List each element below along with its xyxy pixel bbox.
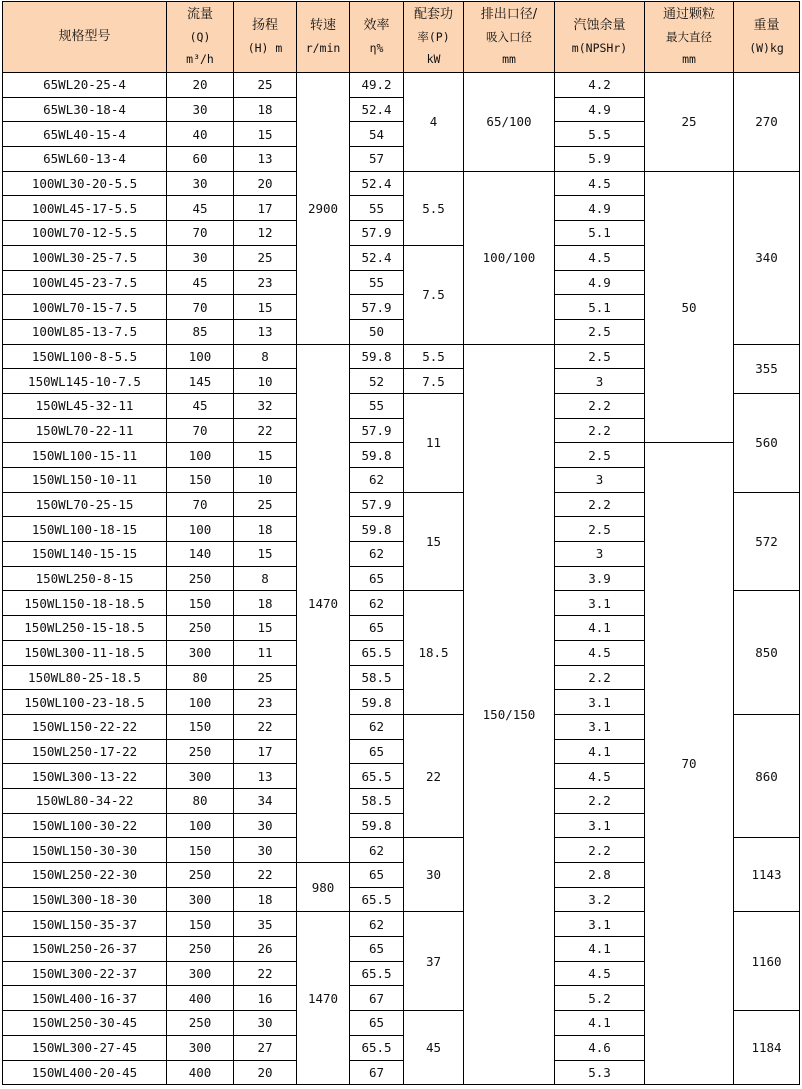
npsh-cell: 5.1 [555, 221, 645, 246]
head-cell: 8 [234, 566, 297, 591]
npsh-cell: 2.2 [555, 393, 645, 418]
header-text: 规格型号 [58, 29, 111, 44]
header-text: r/min [305, 41, 341, 55]
head-cell: 10 [234, 468, 297, 493]
npsh-cell: 4.5 [555, 171, 645, 196]
power-cell: 5.5 [404, 171, 464, 245]
efficiency-cell: 62 [350, 468, 404, 493]
particle-cell: 70 [645, 443, 734, 1085]
header-text: 通过颗粒 [662, 7, 715, 22]
flow-cell: 30 [167, 171, 234, 196]
header-text: 配套功 [413, 7, 453, 22]
efficiency-cell: 57.9 [350, 295, 404, 320]
header-text: 最大直径 [666, 30, 712, 44]
npsh-cell: 3.1 [555, 813, 645, 838]
npsh-cell: 4.5 [555, 245, 645, 270]
flow-cell: 45 [167, 196, 234, 221]
outlet-inlet-cell: 100/100 [464, 171, 555, 344]
head-cell: 13 [234, 147, 297, 172]
flow-cell: 150 [167, 468, 234, 493]
flow-cell: 80 [167, 665, 234, 690]
npsh-cell: 3.2 [555, 887, 645, 912]
npsh-cell: 4.6 [555, 1035, 645, 1060]
power-cell: 11 [404, 393, 464, 492]
flow-cell: 250 [167, 566, 234, 591]
model-cell: 65WL20-25-4 [3, 73, 167, 98]
efficiency-cell: 54 [350, 122, 404, 147]
model-cell: 100WL85-13-7.5 [3, 319, 167, 344]
head-cell: 16 [234, 986, 297, 1011]
efficiency-cell: 55 [350, 196, 404, 221]
model-cell: 150WL80-34-22 [3, 788, 167, 813]
power-cell: 37 [404, 912, 464, 1011]
flow-cell: 70 [167, 295, 234, 320]
header-model [3, 2, 167, 73]
flow-cell: 60 [167, 147, 234, 172]
header-row [3, 2, 800, 73]
efficiency-cell: 57.9 [350, 221, 404, 246]
efficiency-cell: 55 [350, 270, 404, 295]
npsh-cell: 4.1 [555, 739, 645, 764]
head-cell: 12 [234, 221, 297, 246]
efficiency-cell: 62 [350, 542, 404, 567]
head-cell: 20 [234, 1060, 297, 1085]
head-cell: 17 [234, 739, 297, 764]
model-cell: 100WL30-20-5.5 [3, 171, 167, 196]
npsh-cell: 3 [555, 369, 645, 394]
efficiency-cell: 59.8 [350, 690, 404, 715]
flow-cell: 140 [167, 542, 234, 567]
model-cell: 65WL60-13-4 [3, 147, 167, 172]
flow-cell: 100 [167, 517, 234, 542]
header-text: m³/h [186, 52, 214, 66]
model-cell: 150WL400-16-37 [3, 986, 167, 1011]
head-cell: 18 [234, 517, 297, 542]
efficiency-cell: 65.5 [350, 961, 404, 986]
efficiency-cell: 62 [350, 714, 404, 739]
flow-cell: 300 [167, 961, 234, 986]
flow-cell: 100 [167, 690, 234, 715]
head-cell: 20 [234, 171, 297, 196]
flow-cell: 85 [167, 319, 234, 344]
head-cell: 22 [234, 961, 297, 986]
npsh-cell: 2.8 [555, 863, 645, 888]
head-cell: 15 [234, 443, 297, 468]
flow-cell: 250 [167, 863, 234, 888]
model-cell: 150WL300-13-22 [3, 764, 167, 789]
power-cell: 4 [404, 73, 464, 172]
head-cell: 30 [234, 813, 297, 838]
weight-cell: 850 [734, 591, 800, 714]
efficiency-cell: 65 [350, 1011, 404, 1036]
efficiency-cell: 55 [350, 393, 404, 418]
npsh-cell: 5.9 [555, 147, 645, 172]
flow-cell: 300 [167, 640, 234, 665]
model-cell: 150WL250-22-30 [3, 863, 167, 888]
header-particle [645, 2, 734, 73]
weight-cell: 572 [734, 492, 800, 591]
table-row [3, 443, 800, 468]
model-cell: 150WL100-8-5.5 [3, 344, 167, 369]
speed-cell: 980 [297, 863, 350, 912]
npsh-cell: 4.9 [555, 97, 645, 122]
efficiency-cell: 65 [350, 616, 404, 641]
head-cell: 18 [234, 97, 297, 122]
weight-cell: 1160 [734, 912, 800, 1011]
head-cell: 25 [234, 245, 297, 270]
flow-cell: 250 [167, 1011, 234, 1036]
model-cell: 150WL145-10-7.5 [3, 369, 167, 394]
head-cell: 15 [234, 542, 297, 567]
header-efficiency [350, 2, 404, 73]
flow-cell: 150 [167, 714, 234, 739]
efficiency-cell: 65 [350, 937, 404, 962]
header-text: 重量 [753, 18, 780, 33]
efficiency-cell: 65 [350, 863, 404, 888]
efficiency-cell: 57.9 [350, 418, 404, 443]
speed-cell: 1470 [297, 344, 350, 862]
table-row [3, 171, 800, 196]
npsh-cell: 4.9 [555, 196, 645, 221]
flow-cell: 80 [167, 788, 234, 813]
head-cell: 8 [234, 344, 297, 369]
flow-cell: 150 [167, 838, 234, 863]
model-cell: 150WL150-30-30 [3, 838, 167, 863]
npsh-cell: 3.1 [555, 912, 645, 937]
header-text: mm [502, 52, 516, 66]
npsh-cell: 5.2 [555, 986, 645, 1011]
head-cell: 27 [234, 1035, 297, 1060]
npsh-cell: 2.2 [555, 788, 645, 813]
table-row [3, 73, 800, 98]
head-cell: 34 [234, 788, 297, 813]
head-cell: 13 [234, 319, 297, 344]
efficiency-cell: 52.4 [350, 171, 404, 196]
head-cell: 25 [234, 665, 297, 690]
npsh-cell: 4.1 [555, 1011, 645, 1036]
pump-spec-table [2, 1, 800, 1085]
efficiency-cell: 65.5 [350, 640, 404, 665]
efficiency-cell: 67 [350, 986, 404, 1011]
head-cell: 18 [234, 591, 297, 616]
efficiency-cell: 58.5 [350, 788, 404, 813]
power-cell: 7.5 [404, 369, 464, 394]
flow-cell: 100 [167, 344, 234, 369]
head-cell: 32 [234, 393, 297, 418]
efficiency-cell: 62 [350, 912, 404, 937]
head-cell: 22 [234, 714, 297, 739]
efficiency-cell: 52.4 [350, 97, 404, 122]
head-cell: 15 [234, 122, 297, 147]
header-text: (W)kg [749, 41, 784, 55]
header-text: kW [426, 52, 441, 66]
head-cell: 11 [234, 640, 297, 665]
npsh-cell: 2.2 [555, 418, 645, 443]
power-cell: 18.5 [404, 591, 464, 714]
model-cell: 150WL100-18-15 [3, 517, 167, 542]
npsh-cell: 2.2 [555, 492, 645, 517]
model-cell: 150WL70-22-11 [3, 418, 167, 443]
outlet-inlet-cell: 150/150 [464, 344, 555, 1085]
npsh-cell: 4.5 [555, 640, 645, 665]
header-text: 汽蚀余量 [573, 18, 626, 33]
npsh-cell: 3.1 [555, 690, 645, 715]
npsh-cell: 5.5 [555, 122, 645, 147]
speed-cell: 1470 [297, 912, 350, 1085]
efficiency-cell: 65 [350, 566, 404, 591]
npsh-cell: 2.5 [555, 517, 645, 542]
npsh-cell: 3.9 [555, 566, 645, 591]
efficiency-cell: 67 [350, 1060, 404, 1085]
head-cell: 25 [234, 73, 297, 98]
flow-cell: 100 [167, 443, 234, 468]
efficiency-cell: 57.9 [350, 492, 404, 517]
flow-cell: 150 [167, 912, 234, 937]
npsh-cell: 3.1 [555, 714, 645, 739]
model-cell: 150WL300-11-18.5 [3, 640, 167, 665]
model-cell: 100WL70-12-5.5 [3, 221, 167, 246]
model-cell: 150WL100-23-18.5 [3, 690, 167, 715]
npsh-cell: 3 [555, 542, 645, 567]
flow-cell: 145 [167, 369, 234, 394]
efficiency-cell: 59.8 [350, 517, 404, 542]
flow-cell: 150 [167, 591, 234, 616]
flow-cell: 300 [167, 1035, 234, 1060]
model-cell: 150WL300-18-30 [3, 887, 167, 912]
head-cell: 25 [234, 492, 297, 517]
head-cell: 10 [234, 369, 297, 394]
npsh-cell: 4.2 [555, 73, 645, 98]
npsh-cell: 4.5 [555, 764, 645, 789]
flow-cell: 400 [167, 986, 234, 1011]
particle-cell: 25 [645, 73, 734, 172]
flow-cell: 300 [167, 887, 234, 912]
efficiency-cell: 59.8 [350, 443, 404, 468]
efficiency-cell: 59.8 [350, 813, 404, 838]
outlet-inlet-cell: 65/100 [464, 73, 555, 172]
npsh-cell: 2.2 [555, 838, 645, 863]
model-cell: 100WL45-17-5.5 [3, 196, 167, 221]
power-cell: 30 [404, 838, 464, 912]
model-cell: 150WL250-30-45 [3, 1011, 167, 1036]
head-cell: 23 [234, 690, 297, 715]
flow-cell: 30 [167, 97, 234, 122]
weight-cell: 355 [734, 344, 800, 393]
flow-cell: 45 [167, 393, 234, 418]
model-cell: 150WL300-22-37 [3, 961, 167, 986]
efficiency-cell: 58.5 [350, 665, 404, 690]
efficiency-cell: 65.5 [350, 887, 404, 912]
flow-cell: 70 [167, 221, 234, 246]
efficiency-cell: 65.5 [350, 1035, 404, 1060]
npsh-cell: 4.1 [555, 937, 645, 962]
weight-cell: 340 [734, 171, 800, 344]
header-text: 流量 [186, 7, 213, 22]
model-cell: 150WL250-26-37 [3, 937, 167, 962]
flow-cell: 300 [167, 764, 234, 789]
power-cell: 45 [404, 1011, 464, 1085]
head-cell: 26 [234, 937, 297, 962]
model-cell: 150WL300-27-45 [3, 1035, 167, 1060]
header-text: (H) m [247, 41, 283, 55]
npsh-cell: 2.5 [555, 443, 645, 468]
header-text: 排出口径/ [480, 7, 538, 22]
flow-cell: 250 [167, 616, 234, 641]
head-cell: 35 [234, 912, 297, 937]
power-cell: 5.5 [404, 344, 464, 369]
model-cell: 150WL100-30-22 [3, 813, 167, 838]
weight-cell: 1184 [734, 1011, 800, 1085]
header-weight [734, 2, 800, 73]
efficiency-cell: 59.8 [350, 344, 404, 369]
model-cell: 150WL70-25-15 [3, 492, 167, 517]
model-cell: 150WL400-20-45 [3, 1060, 167, 1085]
head-cell: 30 [234, 838, 297, 863]
power-cell: 15 [404, 492, 464, 591]
model-cell: 150WL150-18-18.5 [3, 591, 167, 616]
npsh-cell: 4.1 [555, 616, 645, 641]
model-cell: 100WL70-15-7.5 [3, 295, 167, 320]
model-cell: 100WL45-23-7.5 [3, 270, 167, 295]
header-text: (Q) [189, 30, 211, 44]
head-cell: 15 [234, 616, 297, 641]
head-cell: 18 [234, 887, 297, 912]
header-text: mm [682, 52, 696, 66]
head-cell: 17 [234, 196, 297, 221]
npsh-cell: 2.5 [555, 344, 645, 369]
header-npsh [555, 2, 645, 73]
npsh-cell: 5.1 [555, 295, 645, 320]
flow-cell: 40 [167, 122, 234, 147]
weight-cell: 560 [734, 393, 800, 492]
npsh-cell: 5.3 [555, 1060, 645, 1085]
header-text: 率(P) [417, 30, 450, 44]
header-speed [297, 2, 350, 73]
weight-cell: 1143 [734, 838, 800, 912]
efficiency-cell: 50 [350, 319, 404, 344]
model-cell: 150WL140-15-15 [3, 542, 167, 567]
header-outlet-inlet [464, 2, 555, 73]
header-text: 吸入口径 [486, 30, 532, 44]
npsh-cell: 2.5 [555, 319, 645, 344]
speed-cell: 2900 [297, 73, 350, 345]
particle-cell: 50 [645, 171, 734, 443]
model-cell: 150WL250-15-18.5 [3, 616, 167, 641]
header-power [404, 2, 464, 73]
npsh-cell: 4.5 [555, 961, 645, 986]
head-cell: 22 [234, 418, 297, 443]
model-cell: 150WL250-17-22 [3, 739, 167, 764]
flow-cell: 70 [167, 492, 234, 517]
header-text: 效率 [363, 18, 390, 33]
head-cell: 23 [234, 270, 297, 295]
flow-cell: 20 [167, 73, 234, 98]
efficiency-cell: 65 [350, 739, 404, 764]
model-cell: 65WL40-15-4 [3, 122, 167, 147]
head-cell: 30 [234, 1011, 297, 1036]
npsh-cell: 2.2 [555, 665, 645, 690]
efficiency-cell: 49.2 [350, 73, 404, 98]
efficiency-cell: 62 [350, 838, 404, 863]
header-text: η% [369, 41, 384, 55]
weight-cell: 270 [734, 73, 800, 172]
npsh-cell: 4.9 [555, 270, 645, 295]
model-cell: 150WL150-22-22 [3, 714, 167, 739]
model-cell: 150WL80-25-18.5 [3, 665, 167, 690]
flow-cell: 30 [167, 245, 234, 270]
model-cell: 150WL150-35-37 [3, 912, 167, 937]
header-text: 扬程 [251, 18, 278, 33]
header-head [234, 2, 297, 73]
efficiency-cell: 65.5 [350, 764, 404, 789]
head-cell: 13 [234, 764, 297, 789]
efficiency-cell: 52 [350, 369, 404, 394]
flow-cell: 250 [167, 937, 234, 962]
model-cell: 150WL150-10-11 [3, 468, 167, 493]
model-cell: 65WL30-18-4 [3, 97, 167, 122]
model-cell: 150WL250-8-15 [3, 566, 167, 591]
efficiency-cell: 57 [350, 147, 404, 172]
model-cell: 150WL100-15-11 [3, 443, 167, 468]
flow-cell: 100 [167, 813, 234, 838]
power-cell: 7.5 [404, 245, 464, 344]
efficiency-cell: 62 [350, 591, 404, 616]
flow-cell: 250 [167, 739, 234, 764]
npsh-cell: 3.1 [555, 591, 645, 616]
header-text: 转速 [309, 18, 336, 33]
header-text: m(NPSHr) [571, 41, 628, 55]
flow-cell: 45 [167, 270, 234, 295]
efficiency-cell: 52.4 [350, 245, 404, 270]
weight-cell: 860 [734, 714, 800, 837]
model-cell: 100WL30-25-7.5 [3, 245, 167, 270]
npsh-cell: 3 [555, 468, 645, 493]
model-cell: 150WL45-32-11 [3, 393, 167, 418]
flow-cell: 400 [167, 1060, 234, 1085]
head-cell: 15 [234, 295, 297, 320]
header-flow [167, 2, 234, 73]
head-cell: 22 [234, 863, 297, 888]
power-cell: 22 [404, 714, 464, 837]
flow-cell: 70 [167, 418, 234, 443]
